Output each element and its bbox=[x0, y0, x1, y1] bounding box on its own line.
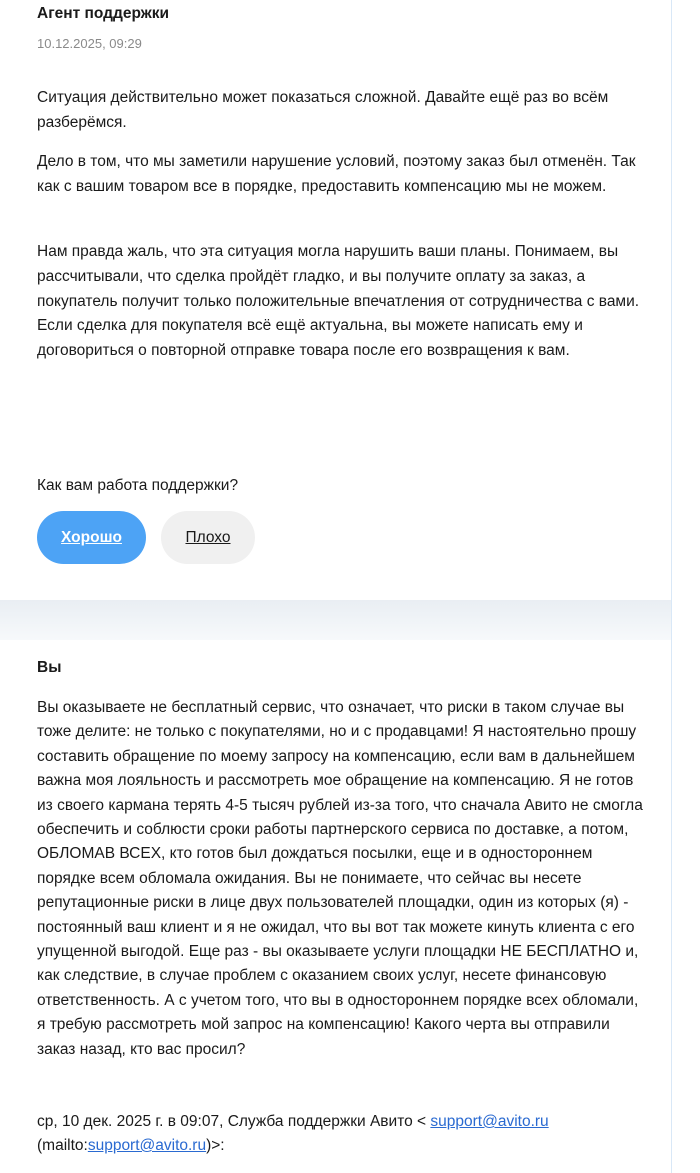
mailto-close: )>: bbox=[206, 1137, 225, 1154]
mailto-line bbox=[37, 1137, 225, 1155]
mailto-email-link[interactable]: support@avito.ru bbox=[87, 1137, 207, 1154]
support-email-link[interactable]: support@avito.ru bbox=[430, 1113, 549, 1130]
agent-paragraph-3: Нам правда жаль, что эта ситуация могла нарушить ваши планы. Понимаем, вы рассчитывали, что сделка пройдёт гладко, и вы получите оплату за заказ, а покупатель получит только положительные впечатления от сотрудничества с вами. Если сделка для покупателя всё ещё актуальна, вы можете написать ему и договориться о повторной отправке товара после его возвращения к вам. bbox=[37, 243, 640, 360]
agent-timestamp: 10.12.2025, 09:29 bbox=[37, 36, 142, 51]
agent-author: Агент поддержки bbox=[37, 5, 169, 22]
agent-paragraph-1: Ситуация действительно может показаться сложной. Давайте ещё раз во всём разберёмся. bbox=[37, 89, 609, 131]
quote-header bbox=[37, 1113, 549, 1131]
message-divider bbox=[0, 600, 671, 640]
quote-prefix: ср, 10 дек. 2025 г. в 09:07, Служба поддержки Авито < bbox=[37, 1113, 431, 1130]
mailto-open: (mailto: bbox=[37, 1137, 88, 1154]
rating-question: Как вам работа поддержки? bbox=[37, 477, 239, 494]
scroll-area-border bbox=[670, 0, 700, 1173]
user-author: Вы bbox=[37, 659, 62, 676]
rating-bad-button[interactable]: Плохо bbox=[161, 511, 255, 564]
agent-message bbox=[0, 0, 671, 600]
agent-paragraph-2: Дело в том, что мы заметили нарушение условий, поэтому заказ был отменён. Так как с вашим товаром все в порядке, предоставить компенсацию мы не можем. bbox=[37, 153, 636, 195]
rating-good-button[interactable]: Хорошо bbox=[37, 511, 146, 564]
user-message bbox=[0, 640, 671, 1173]
user-message-text: Вы оказываете не бесплатный сервис, что означает, что риски в таком случае вы тоже делите: не только с покупателями, но и с продавцами! Я настоятельно прошу составить обращение по моему запросу на компенсацию, если вам в дальнейшем важна моя лояльность и рассмотреть мое обращение на компенсацию. Я не готов из своего кармана терять 4-5 тысяч рублей из-за того, что сначала Авито не смогла обеспечить и соблюсти сроки работы партнерского сервиса по доставке, а потом, ОБЛОМАВ ВСЕХ, кто готов был дождаться посылки, еще и в одностороннем порядке всем обломала ожидания. Вы не понимаете, что сейчас вы несете репутационные риски в лице двух пользователей площадки, один из которых (я) - постоянный ваш клиент и я не ожидал, что вы вот так можете кинуть клиента с его упущенной выгодой. Еще раз - вы оказываете услуги площадки НЕ БЕСПЛАТНО и, как следствие, в случае проблем с оказанием своих услуг, несете финансовую ответственность. А с учетом того, что вы в одностороннем порядке всех обломали, я требую рассмотреть мой запрос на компенсацию! Какого черта вы отправили заказ назад, кто вас просил? bbox=[37, 699, 643, 1058]
